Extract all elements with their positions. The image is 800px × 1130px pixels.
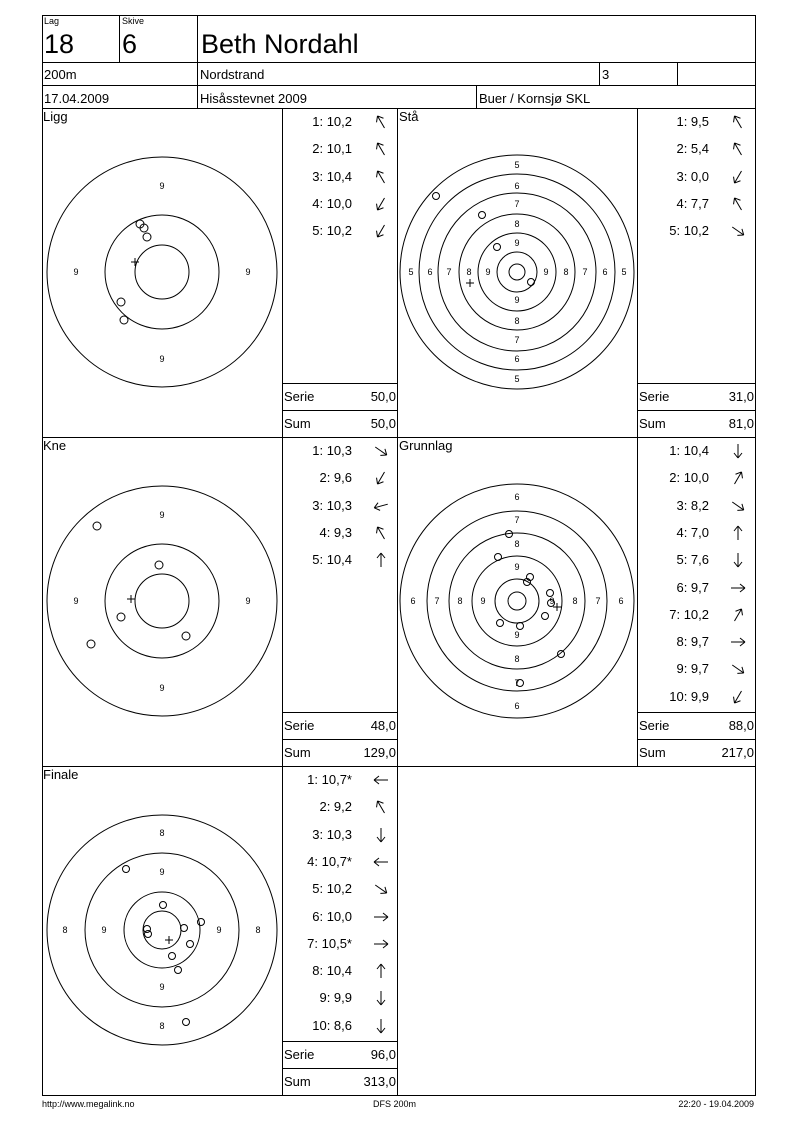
serie-label: Serie [639,718,670,733]
ring-label: 8 [563,267,569,277]
serie-value: 88,0 [728,718,754,733]
shot-row [283,112,393,132]
serie-label: Serie [284,1047,315,1062]
sum-row-kne [282,739,398,765]
target-finale [47,815,277,1045]
shot-row [638,496,748,516]
ring-label: 7 [582,267,588,277]
ring-label: 7 [514,515,520,525]
direction-arrow-icon [371,112,391,132]
shot-score: 2: 10,1 [312,141,352,157]
ring-label: 9 [514,238,520,248]
sum-value: 129,0 [363,745,396,760]
direction-arrow-icon [371,496,391,516]
serie-value: 96,0 [370,1047,396,1062]
direction-arrow-icon [728,578,748,598]
ring-label: 7 [514,678,520,688]
direction-arrow-icon [371,770,391,790]
shot-score: 1: 10,3 [312,443,352,458]
serie-value: 31,0 [728,389,754,404]
direction-arrow-icon [371,468,391,488]
shot-score: 4: 7,7 [676,195,709,211]
ring-label: 9 [543,267,549,277]
direction-arrow-icon [371,523,391,543]
shot-row [638,659,748,679]
ring-label: 8 [255,925,261,935]
sum-label: Sum [639,745,666,760]
ring-label: 7 [446,267,452,277]
shot-score: 5: 7,6 [676,552,709,568]
shot-score: 3: 10,3 [312,497,352,513]
shot-score: 2: 10,0 [669,470,709,486]
section-title-kne: Kne [43,438,67,453]
ring-label: 7 [514,335,520,345]
venue: Buer / Kornsjø SKL [479,91,591,106]
ring-label: 9 [514,562,520,572]
serie-row-ligg [282,383,398,409]
serie-row-grunnlag [637,712,756,738]
ring-label: 9 [549,596,555,606]
sum-label: Sum [284,745,311,760]
shot-score: 7: 10,2 [669,606,709,622]
shot-list-finale [283,770,397,1040]
serie-row-staa [637,383,756,409]
sum-row-grunnlag [637,739,756,765]
sum-value: 313,0 [363,1074,396,1089]
ring-label: 7 [514,199,520,209]
direction-arrow-icon [371,221,391,241]
ring-label: 9 [73,596,79,606]
shots-ligg [117,220,151,324]
shot-row [283,194,393,214]
direction-arrow-icon [728,496,748,516]
direction-arrow-icon [371,797,391,817]
sum-label: Sum [284,416,311,431]
shot-score: 2: 9,6 [319,470,352,486]
shot-score: 5: 10,2 [312,223,352,239]
club: Nordstrand [200,67,265,82]
sum-row-ligg [282,410,398,436]
direction-arrow-icon [371,852,391,872]
shot-score: 1: 9,5 [676,114,709,129]
target-ligg [47,157,277,387]
serie-value: 50,0 [370,389,396,404]
sum-label: Sum [639,416,666,431]
section-title-staa: Stå [399,109,419,124]
ring-label: 5 [408,267,414,277]
ring-label: 9 [480,596,486,606]
shot-score: 9: 9,7 [676,661,709,677]
ring-label: 9 [159,683,165,693]
footer-program: DFS 200m [373,1099,417,1109]
direction-arrow-icon [728,139,748,159]
direction-arrow-icon [371,907,391,927]
shot-score: 5: 10,2 [312,881,352,897]
shot-row [638,139,748,159]
ring-label: 6 [427,267,433,277]
shot-score: 4: 7,0 [676,524,709,540]
direction-arrow-icon [728,221,748,241]
sum-value: 50,0 [370,416,396,431]
section-title-grunnlag: Grunnlag [399,438,453,453]
ring-label: 7 [434,596,440,606]
shot-score: 5: 10,2 [669,223,709,239]
shot-row [283,961,393,981]
sum-row-staa [637,410,756,436]
shot-score: 10: 9,9 [669,688,709,704]
ring-label: 9 [245,267,251,277]
shot-score: 1: 10,4 [669,443,709,458]
shot-list-kne [283,441,397,711]
ring-label: 7 [595,596,601,606]
direction-arrow-icon [371,550,391,570]
direction-arrow-icon [371,194,391,214]
shot-score: 4: 10,7* [307,853,352,869]
shot-row [283,1016,393,1036]
ring-label: 9 [514,295,520,305]
ring-label: 8 [159,1021,165,1031]
distance: 200m [44,67,77,82]
ring-label: 8 [457,596,463,606]
shot-score: 4: 10,0 [312,195,352,211]
ring-label: 8 [514,219,520,229]
shot-row [283,825,393,845]
shot-row [283,797,393,817]
direction-arrow-icon [371,139,391,159]
shot-row [638,605,748,625]
direction-arrow-icon [728,605,748,625]
shot-row [283,167,393,187]
shot-row [638,523,748,543]
direction-arrow-icon [371,934,391,954]
shot-row [638,167,748,187]
shot-row [283,496,393,516]
skive-value: 6 [122,29,138,59]
ring-label: 9 [514,630,520,640]
sum-row-finale [282,1068,398,1094]
direction-arrow-icon [728,687,748,707]
direction-arrow-icon [728,112,748,132]
shot-row [638,632,748,652]
shot-score: 6: 10,0 [312,908,352,924]
shot-row [283,934,393,954]
ring-label: 8 [514,654,520,664]
shot-score: 7: 10,5* [307,935,352,951]
shot-row [638,221,748,241]
ring-label: 9 [216,925,222,935]
direction-arrow-icon [728,550,748,570]
shot-row [283,468,393,488]
ring-label: 9 [159,867,165,877]
shot-row [638,194,748,214]
sum-label: Sum [284,1074,311,1089]
shot-row [283,139,393,159]
shot-score: 4: 9,3 [319,524,352,540]
direction-arrow-icon [728,632,748,652]
ring-label: 8 [514,539,520,549]
date: 17.04.2009 [44,91,110,106]
ring-label: 9 [485,267,491,277]
shooter-name: Beth Nordahl [201,29,359,59]
ring-label: 9 [159,354,165,364]
shot-score: 1: 10,2 [312,114,352,129]
footer-url[interactable]: http://www.megalink.no [42,1099,135,1109]
shot-score: 3: 10,3 [312,826,352,842]
section-title-finale: Finale [43,767,79,782]
shots-kne [87,522,190,648]
ring-label: 9 [159,510,165,520]
ring-label: 6 [514,701,520,711]
direction-arrow-icon [371,441,391,461]
ring-label: 5 [514,374,520,384]
shot-row [638,468,748,488]
shot-row [283,879,393,899]
sum-value: 217,0 [721,745,754,760]
footer-timestamp: 22:20 - 19.04.2009 [678,1099,754,1109]
ring-label: 8 [514,316,520,326]
serie-row-kne [282,712,398,738]
skive-label: Skive [122,16,145,26]
serie-label: Serie [284,718,315,733]
shot-score: 2: 5,4 [676,141,709,157]
shot-score: 10: 8,6 [312,1017,352,1033]
direction-arrow-icon [728,194,748,214]
lag-value: 18 [44,29,75,59]
shot-list-staa [638,112,755,382]
shots-finale [123,866,205,1026]
direction-arrow-icon [371,167,391,187]
direction-arrow-icon [371,1016,391,1036]
ring-label: 9 [159,982,165,992]
ring-label: 9 [245,596,251,606]
section-title-ligg: Ligg [43,109,68,124]
ring-label: 6 [514,492,520,502]
shot-row [283,550,393,570]
shot-row [283,523,393,543]
shot-row [638,687,748,707]
sum-value: 81,0 [728,416,754,431]
ring-label: 5 [514,160,520,170]
ring-label: 9 [101,925,107,935]
ring-label: 8 [159,828,165,838]
direction-arrow-icon [728,659,748,679]
lag-label: Lag [44,16,60,26]
ring-label: 8 [62,925,68,935]
shot-row [283,988,393,1008]
shot-row [283,221,393,241]
class: 3 [602,67,610,82]
shot-row [638,550,748,570]
serie-label: Serie [639,389,670,404]
shot-score: 3: 8,2 [676,497,709,513]
shot-row [283,770,393,790]
ring-label: 8 [466,267,472,277]
shot-row [638,112,748,132]
shot-row [283,907,393,927]
ring-label: 9 [73,267,79,277]
ring-label: 6 [514,181,520,191]
ring-label: 6 [618,596,624,606]
shot-score: 3: 10,4 [312,168,352,184]
ring-label: 8 [572,596,578,606]
shots-grunnlag [495,531,565,687]
shot-score: 5: 10,4 [312,552,352,568]
shot-score: 3: 0,0 [676,168,709,184]
shot-row [638,441,748,461]
shot-list-ligg [283,112,397,382]
shot-row [638,578,748,598]
serie-value: 48,0 [370,718,396,733]
direction-arrow-icon [728,441,748,461]
direction-arrow-icon [728,523,748,543]
serie-label: Serie [284,389,315,404]
shot-score: 6: 9,7 [676,579,709,595]
ring-label: 5 [621,267,627,277]
serie-row-finale [282,1041,398,1067]
direction-arrow-icon [371,879,391,899]
target-kne [47,486,277,716]
direction-arrow-icon [728,167,748,187]
shot-score: 2: 9,2 [319,799,352,815]
ring-label: 6 [602,267,608,277]
direction-arrow-icon [728,468,748,488]
direction-arrow-icon [371,961,391,981]
shot-row [283,852,393,872]
ring-label: 9 [159,181,165,191]
shot-score: 8: 10,4 [312,963,352,979]
shot-score: 9: 9,9 [319,990,352,1006]
direction-arrow-icon [371,988,391,1008]
shot-score: 8: 9,7 [676,634,709,650]
shot-row [283,441,393,461]
ring-label: 6 [410,596,416,606]
shot-score: 1: 10,7* [307,772,352,787]
shot-list-grunnlag [638,441,755,711]
ring-label: 6 [514,354,520,364]
event: Hisåsstevnet 2009 [200,91,307,106]
direction-arrow-icon [371,825,391,845]
